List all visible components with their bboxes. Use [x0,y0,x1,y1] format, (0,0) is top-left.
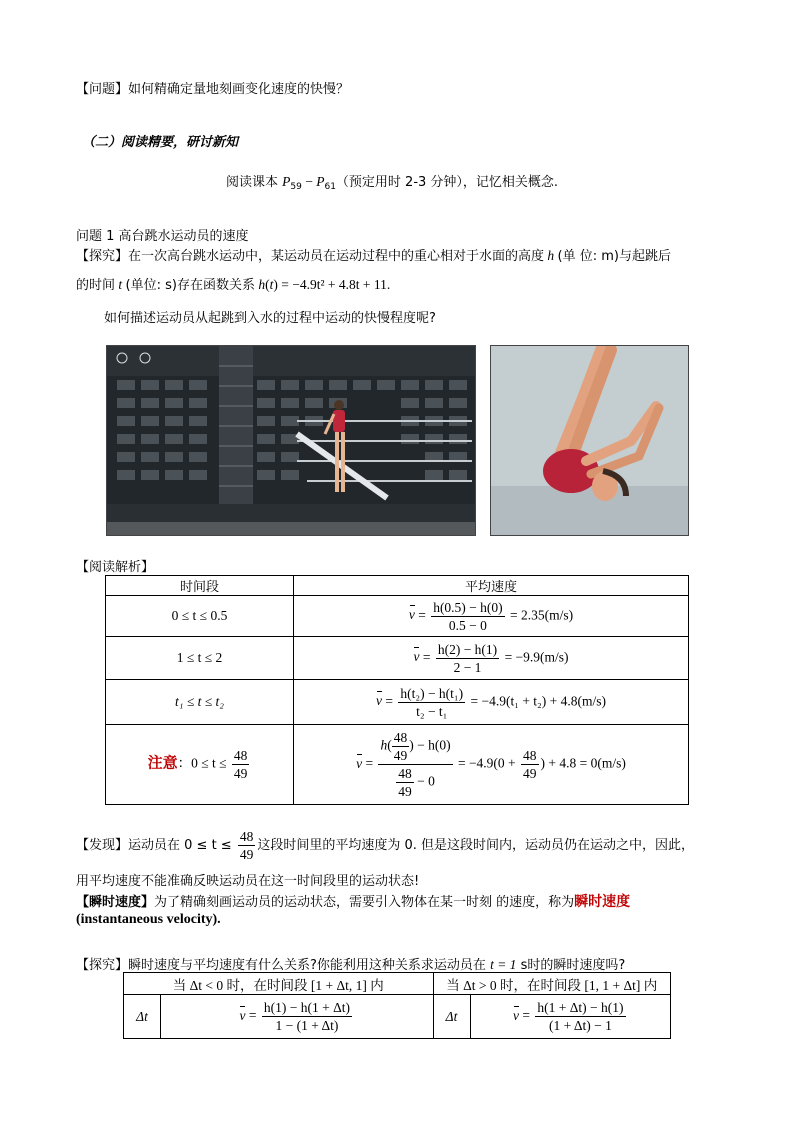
header-time-interval: 时间段 [106,576,294,596]
table-row [106,680,689,725]
note-num: 48 [233,748,248,763]
row-formula: v = $\frac{h(2) - h(1)}{2 - 1}$ = −9.9(m/s) [294,637,689,680]
right-den: (1 + Δt) − 1 [548,1018,612,1033]
note-range-text: ：0 ≤ t ≤ [177,755,227,771]
instant-speed-table [123,972,671,1039]
note-result-den: 49 [523,766,537,781]
note-result-a: = −4.9(0 + [457,755,516,771]
instant-english: (instantaneous velocity). [76,912,221,927]
explore2-tag: 【探究】 [76,958,129,973]
row-den: 2 − 1 [453,659,482,675]
instant-tag: 【瞬时速度】 [76,895,155,910]
problem1-tag: 【探究】 [76,249,129,264]
problem1-line2: 的时间 t (单位: s)存在函数关系 h(t) = −4.9t² + 4.8t + 11. [76,277,391,293]
diver-pike-illustration [491,346,688,535]
right-formula: v = $\frac{h(1 + \Delta t) - h(1)}{(1 + \Delta t) - 1}$ [470,995,671,1039]
explore2-t-eq: t = 1 [490,957,517,972]
note-mid: − h(0) [417,737,451,753]
problem1-title: 问题 1 高台跳水运动员的速度 [76,229,249,244]
row-range: 0 ≤ t ≤ 0.5 [106,596,294,637]
reading-post: （预定用时 2-3 分钟），记忆相关概念. [335,175,559,190]
note-inner-den: 49 [393,748,408,763]
discovery-tag: 【发现】 [76,838,129,853]
question-tag: 【问题】 [76,82,129,97]
discovery-text-a: 运动员在 0 ≤ t ≤ [128,838,232,853]
reading-page-from: 59 [290,182,302,192]
explore2-line [76,954,625,973]
row-num: h(0.5) − h(0) [433,599,503,615]
discovery-text-b: 这段时间里的平均速度为 0. 但是这段时间内，运动员仍在运动之中，因此， [257,838,695,853]
instant-term: 瞬时速度 [574,894,631,910]
note-den-num: 48 [398,766,412,781]
instant-line1 [76,891,630,911]
question-line [76,78,349,97]
row-num: h(2) − h(1) [437,641,498,657]
average-speed-table [105,575,689,805]
note-result-b: ) + 4.8 = 0(m/s) [540,755,626,771]
diving-photos [106,345,689,536]
left-den: 1 − (1 + Δt) [275,1018,339,1033]
analysis-tag: 【阅读解析】 [76,560,155,575]
note-label: 注意 [147,753,178,772]
explore2-text: 瞬时速度与平均速度有什么关系?你能利用这种关系求运动员在 [128,958,486,973]
diver-midair-photo [490,345,689,536]
left-delta: Δt [124,995,161,1039]
problem1-formula: = −4.9t² + 4.8t + 11. [281,277,391,292]
row-formula: v = $\frac{h(0.5) - h(0)}{0.5 - 0}$ = 2.35(m/s) [294,596,689,637]
note-formula: v = h( $\frac{48}{49}$ ) − h(0) $\frac{48}{49}$ − 0 = −4.9(0 + $\frac{48}{49}$ ) + 4.8 = 0(m/s) [294,725,689,805]
table-row-note [106,725,689,805]
row-den: t₂ − t₁ [416,703,448,719]
note-result-num: 48 [523,748,537,763]
note-inner-num: 48 [393,730,408,745]
platform-photo [106,345,476,536]
limit-formula-row [124,995,671,1039]
problem1-line1: 【探究】在一次高台跳水运动中，某运动员在运动过程中的重心相对于水面的高度 h (单 位: m)与起跳后 [76,248,671,264]
problem1-text1: 在一次高台跳水运动中，某运动员在运动过程中的重心相对于水面的高度 [128,249,545,264]
problem1-question: 如何描述运动员从起跳到入水的过程中运动的快慢程度呢? [104,311,436,326]
instant-text: 为了精确刻画运动员的运动状态，需要引入物体在某一时刻 的速度，称为 [154,895,575,910]
table-header-row [106,576,689,596]
left-formula: v = $\frac{h(1) - h(1 + \Delta t)}{1 - (1 + \Delta t)}$ [161,995,434,1039]
problem1-unit-h: (单 位: m)与起跳后 [557,249,671,264]
problem1-text2b: (单位: s)存在函数关系 [125,278,255,293]
discovery-line1 [76,828,694,863]
row-range: 1 ≤ t ≤ 2 [106,637,294,680]
row-result: = 2.35(m/s) [510,607,574,623]
discovery-den: 49 [239,847,254,862]
limit-header-row [124,973,671,995]
row-range: t₁ ≤ t ≤ t₂ [106,680,294,725]
table-row [106,596,689,637]
note-den-den: 49 [398,784,412,799]
row-result: = −9.9(m/s) [504,649,569,665]
note-minus0: − 0 [417,773,435,789]
row-num: h(t₂) − h(t₁) [400,685,464,701]
right-num: h(1 + Δt) − h(1) [537,1000,624,1015]
discovery-num: 48 [239,829,254,844]
note-range [106,725,294,805]
discovery-line2: 用平均速度不能准确反映运动员在这一时间段里的运动状态! [76,874,420,889]
row-den: 0.5 − 0 [448,617,487,633]
question-text: 如何精确定量地刻画变化速度的快慢？ [128,82,350,97]
left-num: h(1) − h(1 + Δt) [263,1000,351,1015]
note-den: 49 [233,766,248,781]
row-formula: v = $\frac{\text{h(t₂) − h(t₁)}}{\text{t₂ − t₁}}$ = −4.9(t₁ + t₂) + 4.8(m/s) [294,680,689,725]
problem1-text2a: 的时间 [76,278,116,293]
table-row [106,637,689,680]
row-result: = −4.9(t₁ + t₂) + 4.8(m/s) [470,693,606,709]
reading-page-to: 61 [324,182,336,192]
section-title: （二）阅读精要，研讨新知 [82,135,239,150]
reading-line: 阅读课本 $P_{59} - P_{61}$（预定用时 2-3 分钟），记忆相关概念. [226,174,559,192]
platform-diver-illustration [107,346,475,535]
right-delta: Δt [433,995,470,1039]
reading-pre: 阅读课本 [226,175,283,190]
explore2-text-end: s时的瞬时速度吗? [520,958,626,973]
header-average-speed: 平均速度 [294,576,689,596]
right-head: 当 Δt > 0 时，在时间段 [1, 1 + Δt] 内 [433,973,671,995]
left-head: 当 Δt < 0 时，在时间段 [1 + Δt, 1] 内 [124,973,434,995]
